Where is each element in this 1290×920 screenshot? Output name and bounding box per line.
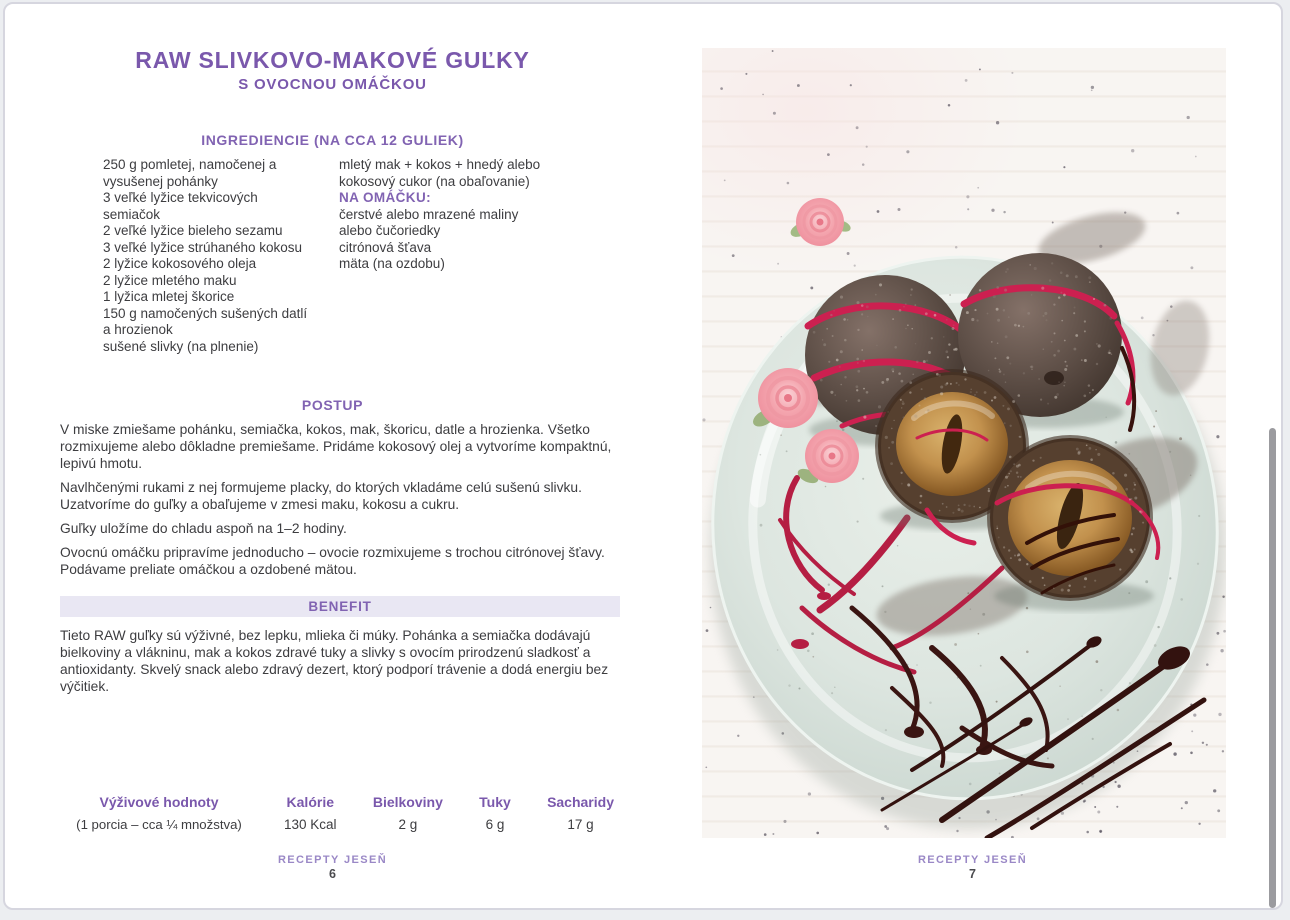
- nutrition-column-value: 6 g: [485, 817, 505, 832]
- ingredient-item: 150 g namočených sušených datlí a hrozienok: [103, 305, 308, 337]
- ingredient-item: 2 veľké lyžice bieleho sezamu: [103, 223, 283, 238]
- benefit-heading-bar: [60, 596, 620, 617]
- benefit-heading: BENEFIT: [308, 599, 372, 614]
- ingredient-item: 3 veľké lyžice tekvicových semiačok: [103, 190, 258, 222]
- ingredient-item: mäta (na ozdobu): [339, 256, 445, 271]
- recipe-photo: [702, 48, 1226, 838]
- recipe-book-spread: [3, 2, 1283, 910]
- method-paragraph: Navlhčenými rukami z nej formujeme placky, do ktorých vkladáme celú sušenú slivku. Uzatvoríme do guľky a obaľujeme v zmesi maku, kokosu a cukru.: [60, 480, 582, 512]
- nutrition-label-block: [60, 794, 258, 832]
- method-paragraph: V miske zmiešame pohánku, semiačka, kokos, mak, škoricu, datle a hrozienka. Všetko rozmixujeme alebo dôkladne premiešame. Pridáme kokosový olej a vytvoríme kompaktnú, lepivú hmotu.: [60, 422, 612, 471]
- ingredient-item: 2 lyžice mletého maku: [103, 272, 237, 288]
- ingredients-column-2: [339, 157, 553, 355]
- page-right: [660, 4, 1283, 908]
- rose-top: [788, 198, 852, 246]
- ingredients-heading: INGREDIENCIE (NA CCA 12 GULIEK): [201, 132, 464, 148]
- footer-book-title: RECEPTY JESEŇ: [277, 854, 388, 866]
- ingredients-columns: [103, 157, 553, 355]
- method-heading: POSTUP: [301, 397, 364, 413]
- nutrition-column-header: Bielkoviny: [372, 794, 443, 810]
- method-paragraphs: [60, 421, 620, 585]
- ingredient-item: mletý mak + kokos + hnedý alebo kokosový cukor (na obaľovanie): [339, 157, 541, 189]
- ingredient-item: citrónová šťava: [339, 239, 432, 255]
- nutrition-column-value: 17 g: [567, 817, 594, 832]
- page-left: [5, 4, 660, 908]
- nutrition-column-header: Kalórie: [286, 794, 334, 810]
- sauce-heading: NA OMÁČKU:: [339, 190, 431, 205]
- recipe-subtitle: S OVOCNOU OMÁČKOU: [238, 76, 427, 93]
- nutrition-label: Výživové hodnoty: [99, 794, 219, 810]
- recipe-title: RAW SLIVKOVO-MAKOVÉ GUĽKY: [135, 47, 530, 73]
- ingredient-item: 3 veľké lyžice strúhaného kokosu: [103, 239, 303, 255]
- footer-right: [660, 854, 1283, 881]
- nutrition-column-value: 130 Kcal: [284, 817, 337, 832]
- ingredient-item: čerstvé alebo mrazené maliny alebo čučoriedky: [339, 206, 519, 238]
- nutrition-column: [373, 794, 443, 832]
- ingredient-item: sušené slivky (na plnenie): [103, 338, 259, 354]
- footer-book-title: RECEPTY JESEŇ: [917, 854, 1028, 866]
- nutrition-column: [479, 794, 511, 832]
- ingredients-column-1: [103, 157, 313, 355]
- coating-ingredients: [339, 157, 553, 190]
- ingredient-item: 2 lyžice kokosového oleja: [103, 256, 257, 271]
- page-number-right: 7: [969, 867, 976, 881]
- nutrition-columns: [258, 794, 620, 832]
- nutrition-column-header: Tuky: [479, 794, 511, 810]
- method-paragraph: Guľky uložíme do chladu aspoň na 1–2 hodiny.: [60, 521, 347, 536]
- vertical-scrollbar-thumb[interactable]: [1269, 428, 1276, 908]
- sauce-ingredients: [339, 207, 553, 273]
- benefit-text: Tieto RAW guľky sú výživné, bez lepku, mlieka či múky. Pohánka a semiačka dodávajú bielkoviny a vlákninu, mak a kokos zdravé tuky a slivky s ovocím prirodzenú sladkosť a antioxidanty. Skvelý snack alebo zdravý dezert, ktorý podporí trávenie a dodá energiu bez výčitiek.: [60, 628, 609, 694]
- page-number-left: 6: [329, 867, 336, 881]
- nutrition-sublabel: (1 porcia – cca ¼ množstva): [76, 817, 242, 832]
- method-paragraph: Ovocnú omáčku pripravíme jednoducho – ovocie rozmixujeme s trochou citrónovej šťavy. Podávame preliate omáčkou a ozdobené mätou.: [60, 545, 605, 577]
- footer-left: [5, 854, 660, 881]
- ingredient-item: 250 g pomletej, namočenej a vysušenej pohánky: [103, 157, 277, 189]
- nutrition-table: [60, 794, 620, 832]
- nutrition-column: [284, 794, 337, 832]
- ingredient-item: 1 lyžica mletej škorice: [103, 289, 235, 304]
- nutrition-column-header: Sacharidy: [547, 794, 614, 810]
- nutrition-column-value: 2 g: [398, 817, 418, 832]
- nutrition-column: [547, 794, 614, 832]
